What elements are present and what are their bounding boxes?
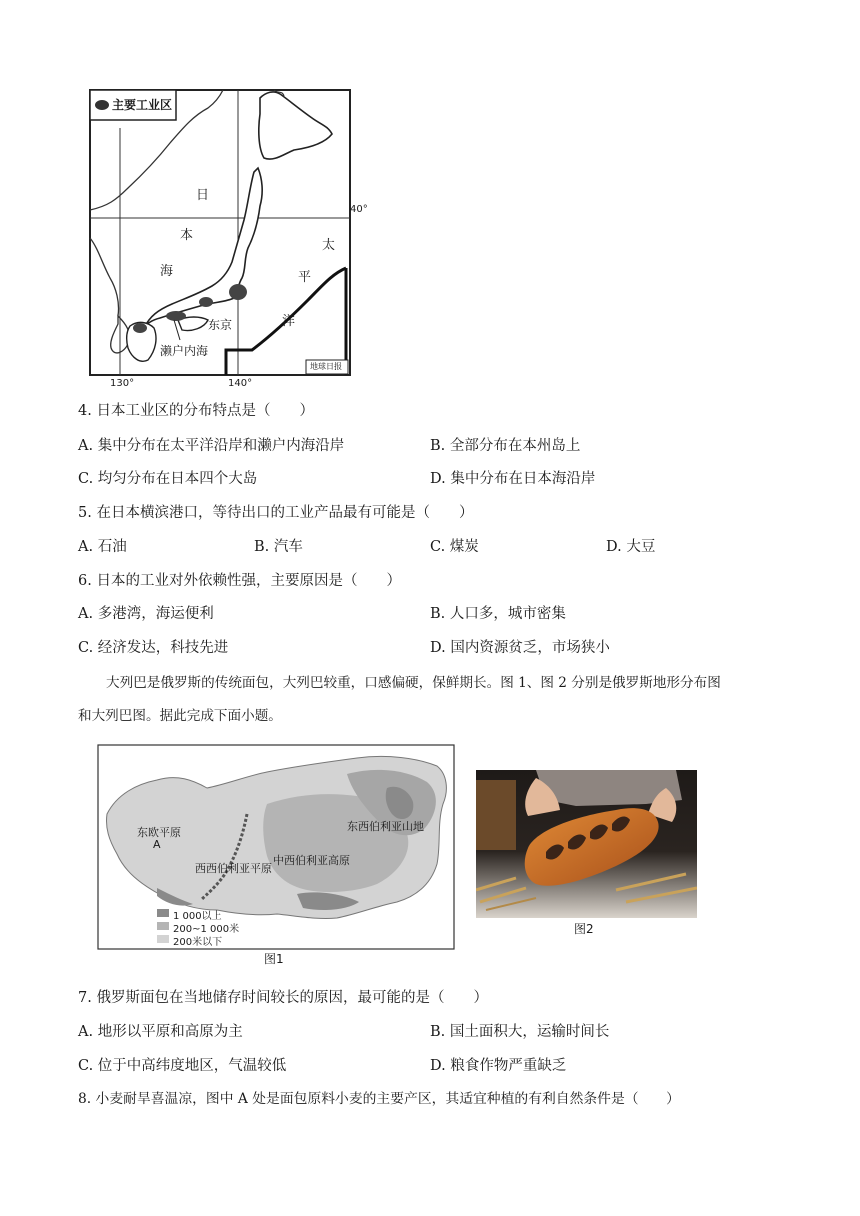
sea-of-japan-char-1: 日 [196,188,210,203]
latitude-label: 40° [350,204,368,215]
tokyo-label: 东京 [208,318,233,332]
passage-line-1: 大列巴是俄罗斯的传统面包，大列巴较重，口感偏硬，保鲜期长。图 1、图 2 分别是俄罗斯地形分布图 [106,675,721,691]
japan-industrial-map [88,88,368,389]
q7-option-d[interactable]: D. 粮食作物严重缺乏 [430,1058,567,1074]
q6-stem: 6. 日本的工业对外依赖性强，主要原因是（ ） [78,573,401,589]
pacific-char-2: 平 [298,270,312,285]
q6-option-d[interactable]: D. 国内资源贫乏，市场狭小 [430,640,610,656]
figure-1-caption: 图1 [264,952,284,966]
q7-stem: 7. 俄罗斯面包在当地储存时间较长的原因，最可能的是（ ） [78,990,488,1006]
longitude-label-140: 140° [228,378,253,389]
bread-photo [476,770,697,918]
east-siberian-mountains-label: 东西伯利亚山地 [347,820,424,833]
q4-stem: 4. 日本工业区的分布特点是（ ） [78,403,314,419]
q5-option-a[interactable]: A. 石油 [78,539,127,555]
q7-option-c[interactable]: C. 位于中高纬度地区，气温较低 [78,1058,287,1074]
sea-of-japan-char-2: 本 [180,228,194,243]
q7-option-a[interactable]: A. 地形以平原和高原为主 [78,1024,243,1040]
russia-terrain-map [97,744,455,952]
q8-stem: 8. 小麦耐旱喜温凉，图中 A 处是面包原料小麦的主要产区，其适宜种植的有利自然条件是（ ） [78,1091,680,1107]
point-a-label: A [153,838,161,851]
figure-2-caption: 图2 [574,922,594,936]
q6-option-b[interactable]: B. 人口多，城市密集 [430,606,566,622]
setonaikai-label: 濑户内海 [160,344,209,358]
pacific-char-3: 洋 [282,314,296,329]
q5-option-c[interactable]: C. 煤炭 [430,539,479,555]
map-stamp: 地球日报 [310,362,342,371]
q5-option-b[interactable]: B. 汽车 [254,539,303,555]
central-siberian-plateau-label: 中西伯利亚高原 [273,854,350,867]
east-european-plain-label: 东欧平原 [137,826,181,839]
q6-option-a[interactable]: A. 多港湾，海运便利 [78,606,214,622]
q5-option-d[interactable]: D. 大豆 [606,539,656,555]
q7-option-b[interactable]: B. 国土面积大，运输时间长 [430,1024,610,1040]
pacific-char-1: 太 [322,238,336,253]
q4-option-b[interactable]: B. 全部分布在本州岛上 [430,438,581,454]
q5-stem: 5. 在日本横滨港口，等待出口的工业产品最有可能是（ ） [78,505,474,521]
sea-of-japan-char-3: 海 [160,264,174,279]
q4-option-a[interactable]: A. 集中分布在太平洋沿岸和濑户内海沿岸 [78,438,345,454]
legend-label: 主要工业区 [112,98,173,112]
q4-option-c[interactable]: C. 均匀分布在日本四个大岛 [78,471,258,487]
longitude-label-130: 130° [110,378,135,389]
passage-line-2: 和大列巴图。据此完成下面小题。 [78,708,282,724]
legend-mid: 200~1 000米 [173,924,240,935]
legend-low: 200米以下 [173,937,223,948]
west-siberian-plain-label: 西西伯利亚平原 [195,862,272,875]
q4-option-d[interactable]: D. 集中分布在日本海沿岸 [430,471,596,487]
q6-option-c[interactable]: C. 经济发达，科技先进 [78,640,229,656]
legend-high: 1 000以上 [173,911,222,922]
